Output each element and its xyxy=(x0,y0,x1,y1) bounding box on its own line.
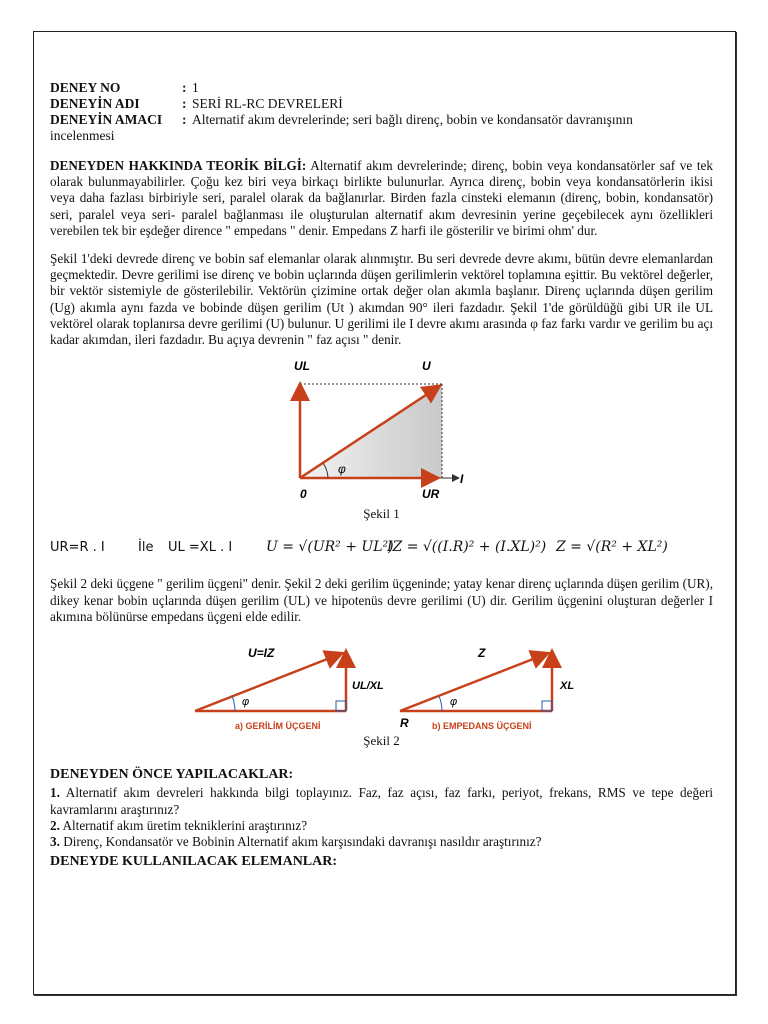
b-label-side: XL xyxy=(560,680,575,693)
colon: : xyxy=(182,80,187,95)
figure-2-caption: Şekil 2 xyxy=(363,733,400,749)
theory-paragraph-2: Şekil 1'deki devrede direnç ve bobin saf elemanlar olarak alınmıştır. Bu seri devrede devre akımı, bütün devre elemanlardan geçmektedir. Devre gerilimi ise direnç ve bobin uçlarında düşen gerilimlerin vektörel toplamına eşittir. Bu vektörel değerler, bir vektör sistemiyle de gösterilebilir. Vektörün çizimine ortak değer olan akımla başlanır. Direnç uçlarında düşen gerilim (Ug) akımla aynı fazda ve bobinde düşen gerilim (Ut ) akımdan 90° ileri fazdadır. Şekil 1'de görüldüğü gibi UR ile UL vektörel olarak toplanırsa devre gerilimi (U) bulunur. U gerilimi ile I devre akımı arasında φ faz farkı vardır ve gerilim bu açı kadar akımdan, ileri fazdadır. Bu açıya devrenin " faz açısı " denir. xyxy=(50,251,713,348)
label-u: U xyxy=(422,359,431,374)
experiment-no-row xyxy=(50,80,713,96)
b-label-hyp: Z xyxy=(478,646,486,661)
item-text: Direnç, Kondansatör ve Bobinin Alternatif akım karşısındaki davranışı nasıldır araştırınız? xyxy=(63,834,542,850)
formula-ur: UR=R . I xyxy=(50,540,105,556)
label-i: I xyxy=(460,472,464,487)
formula-ul: UL =XL . I xyxy=(168,540,233,556)
experiment-purpose-continuation: incelenmesi xyxy=(50,128,115,143)
b-phi-arc xyxy=(439,696,442,711)
item-number: 1. xyxy=(50,785,60,801)
a-right-angle xyxy=(336,701,346,711)
before-list xyxy=(50,785,713,850)
label-ur: UR xyxy=(422,487,440,502)
formula-ile: İle xyxy=(138,540,154,556)
experiment-name-key: DENEYİN ADI xyxy=(50,96,140,111)
theory-p1-text: Alternatif akım devrelerinde; direnç, bobin veya kondansatörler saf ve tek olarak bulunmayabilirler. Çoğu kez biri veya birkaçı birlikte bulunurlar. Ayrıca direnç, bobin veya kondansatörlerin ikisi veya daha fazlası birbiriyle seri, paralel olarak da bağlanırlar. Birden fazla cinsteki elemanın (direnç, bobin, kondansatör) seri, paralel veya seri- paralel bağlanması ile oluşturulan alternatif akım devresinin yerine geçebilecek aynı özellikleri verebilen tek bir eşdeğer dirence " empedans " denir. Empedans Z harfi ile gösterilir ve birimi ohm' dur. xyxy=(50,158,713,238)
a-label-phi: φ xyxy=(242,696,250,709)
list-item xyxy=(50,785,713,817)
figure-1 xyxy=(50,356,713,506)
item-text: Alternatif akım üretim tekniklerini araştırınız? xyxy=(62,817,308,833)
item-number: 2. xyxy=(50,817,60,833)
item-text: Alternatif akım devreleri hakkında bilgi toplayınız. Faz, faz açısı, faz farkı, periyot, frekans, RMS ve tepe değeri kavramlarını araştırınız? xyxy=(50,785,713,817)
experiment-no-value: 1 xyxy=(192,80,199,95)
b-caption: b) EMPEDANS ÜÇGENİ xyxy=(432,721,532,732)
experiment-name-value: SERİ RL-RC DEVRELERİ xyxy=(192,96,343,111)
figure-1-diagram xyxy=(50,356,713,506)
label-ul: UL xyxy=(294,359,310,374)
figure-2-diagram xyxy=(50,635,713,733)
theory-paragraph-1 xyxy=(50,158,713,239)
label-phi: φ xyxy=(338,462,346,477)
theory-paragraph-3: Şekil 2 deki üçgene " gerilim üçgeni" denir. Şekil 2 deki gerilim üçgeninde; yatay kenar direnç uçlarında düşen gerilim (UR), dikey kenar bobin uçlarında düşen gerilim (UL) ve hipotenüs devre gerilimi (U) dir. Gerilim üçgenini oluşturan değerler I akımına bölünürse empedans üçgeni elde edilir. xyxy=(50,576,713,624)
before-heading: DENEYDEN ÖNCE YAPILACAKLAR: xyxy=(50,767,294,783)
b-label-r: R xyxy=(400,716,409,731)
b-label-phi: φ xyxy=(450,696,458,709)
a-phi-arc xyxy=(232,696,235,711)
experiment-purpose-key: DENEYİN AMACI xyxy=(50,112,163,127)
figure-2 xyxy=(50,635,713,733)
experiment-purpose-value: Alternatif akım devrelerinde; seri bağlı direnç, bobin ve kondansatör davranışının xyxy=(192,112,633,127)
label-o: 0 xyxy=(300,487,307,502)
experiment-purpose-row xyxy=(50,112,713,128)
formula-u: U = √(UR² + UL²) xyxy=(266,539,394,556)
elements-heading: DENEYDE KULLANILACAK ELEMANLAR: xyxy=(50,854,338,870)
list-item xyxy=(50,818,713,834)
formula-z: Z = √(R² + XL²) xyxy=(556,539,668,556)
experiment-name-row xyxy=(50,96,713,112)
formula-iz: IZ = √((I.R)² + (I.XL)²) xyxy=(387,539,547,556)
colon: : xyxy=(182,96,187,111)
figure-1-caption: Şekil 1 xyxy=(363,506,400,522)
b-hypotenuse xyxy=(400,654,546,711)
list-item xyxy=(50,834,713,850)
theory-heading: DENEYDEN HAKKINDA TEORİK BİLGİ: xyxy=(50,158,307,173)
item-number: 3. xyxy=(50,834,60,850)
document-body xyxy=(50,80,713,872)
b-right-angle xyxy=(542,701,552,711)
a-label-side: UL/XL xyxy=(352,680,384,693)
a-caption: a) GERİLİM ÜÇGENİ xyxy=(235,721,321,732)
a-label-hyp: U=IZ xyxy=(248,646,275,661)
colon: : xyxy=(182,112,187,127)
a-hypotenuse xyxy=(195,654,340,711)
formula-row xyxy=(50,532,713,566)
experiment-no-key: DENEY NO xyxy=(50,80,121,95)
